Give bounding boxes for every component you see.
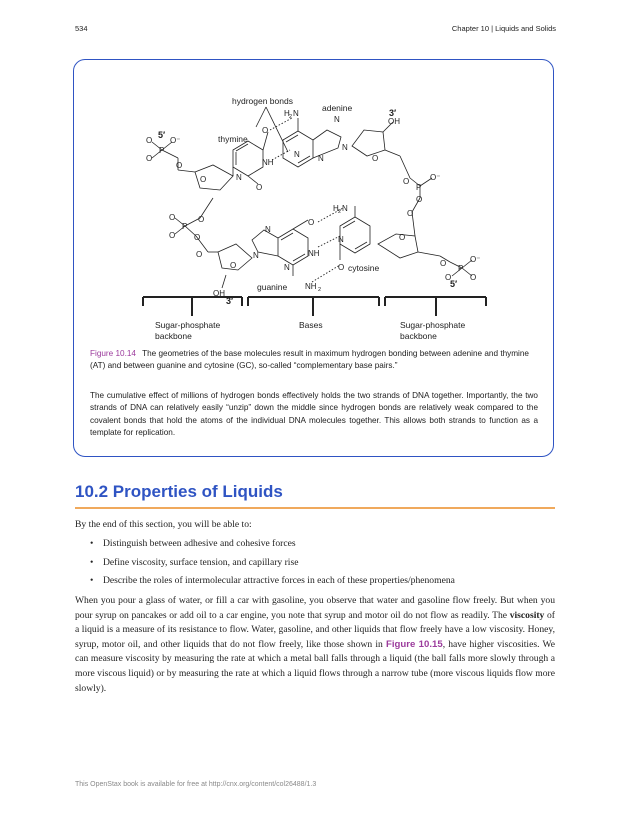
list-item: • Describe the roles of intermolecular attractive forces in each of these properties/phenomena bbox=[90, 575, 455, 594]
svg-text:O: O bbox=[407, 209, 414, 218]
svg-text:O: O bbox=[416, 195, 423, 204]
svg-text:N: N bbox=[318, 154, 324, 163]
svg-text:O: O bbox=[256, 183, 263, 192]
svg-text:O⁻: O⁻ bbox=[470, 255, 481, 264]
svg-text:N: N bbox=[342, 204, 348, 213]
learning-objectives-list bbox=[90, 538, 455, 594]
figure-link[interactable]: Figure 10.15 bbox=[385, 638, 443, 650]
label-guanine: guanine bbox=[257, 282, 288, 292]
svg-text:O: O bbox=[169, 231, 176, 240]
svg-text:O: O bbox=[403, 177, 410, 186]
svg-text:O: O bbox=[196, 250, 203, 259]
svg-text:P: P bbox=[182, 222, 188, 231]
svg-text:O: O bbox=[176, 161, 183, 170]
label-bases: Bases bbox=[299, 320, 323, 330]
label-backbone-left: backbone bbox=[155, 331, 192, 341]
label-thymine: thymine bbox=[218, 134, 248, 144]
label-sugar-phosphate-left: Sugar-phosphate bbox=[155, 320, 221, 330]
list-item: • Distinguish between adhesive and cohesive forces bbox=[90, 538, 455, 557]
svg-text:O: O bbox=[308, 218, 315, 227]
svg-text:N: N bbox=[265, 225, 271, 234]
svg-text:P: P bbox=[416, 183, 422, 192]
svg-text:O: O bbox=[200, 175, 207, 184]
svg-text:O: O bbox=[262, 126, 269, 135]
para-text-3: , have higher viscosities. We can measure viscosity by measuring the rate at which a metal ball falls through a liquid (the ball falls more slowly through a more viscous liquid) or by measuring the rate at which a liquid flows through a narrow tube (more viscous liquids flow more slowly). bbox=[75, 638, 555, 694]
caption-text: The geometries of the base molecules result in maximum hydrogen bonding between adenine and thymine (AT) and between guanine and cytosine (GC), so-called “complementary base pairs.” bbox=[90, 349, 529, 370]
label-five-prime-top: 5′ bbox=[158, 130, 166, 140]
svg-text:O⁻: O⁻ bbox=[430, 173, 441, 182]
svg-text:O: O bbox=[440, 259, 447, 268]
svg-text:2: 2 bbox=[289, 114, 293, 120]
label-cytosine: cytosine bbox=[348, 263, 380, 273]
chapter-header: Chapter 10 | Liquids and Solids bbox=[451, 24, 556, 33]
svg-text:P: P bbox=[458, 264, 464, 273]
svg-text:O: O bbox=[445, 273, 452, 282]
label-oh-bottom: OH bbox=[213, 289, 225, 298]
svg-text:N: N bbox=[342, 143, 348, 152]
para-text-1: When you pour a glass of water, or fill a car with gasoline, you observe that water and gasoline flow freely. But when you pour syrup on pancakes or add oil to a car engine, you note that syrup and motor oil do not flow as readily. The bbox=[75, 595, 555, 621]
svg-text:O⁻: O⁻ bbox=[170, 136, 181, 145]
body-paragraph bbox=[75, 594, 555, 696]
svg-text:O: O bbox=[399, 233, 406, 242]
svg-text:N: N bbox=[338, 235, 344, 244]
footer-note: This OpenStax book is available for free at http://cnx.org/content/col26488/1.3 bbox=[75, 781, 317, 788]
svg-text:O: O bbox=[146, 154, 153, 163]
svg-text:O: O bbox=[230, 261, 237, 270]
label-five-prime-bottom: 5′ bbox=[450, 279, 458, 289]
label-oh-top: OH bbox=[388, 117, 400, 126]
list-item: • Define viscosity, surface tension, and capillary rise bbox=[90, 557, 455, 576]
svg-text:NH: NH bbox=[308, 249, 320, 258]
term-viscosity: viscosity bbox=[509, 609, 545, 621]
svg-text:N: N bbox=[293, 109, 299, 118]
figure-paragraph: The cumulative effect of millions of hydrogen bonds effectively holds the two strands of DNA together. Importantly, the two strands of DNA can relatively easily “unzip” down the middle since hydrogen bonds are relatively weak compared to the covalent bonds that hold the atoms of the individual DNA molecules together. This allows both strands to function as a template for replication. bbox=[90, 391, 538, 438]
svg-text:O: O bbox=[194, 233, 201, 242]
svg-text:P: P bbox=[159, 146, 165, 155]
svg-text:O: O bbox=[146, 136, 153, 145]
svg-text:N: N bbox=[334, 115, 340, 124]
svg-text:2: 2 bbox=[318, 287, 322, 293]
section-divider bbox=[75, 507, 555, 509]
page-number: 534 bbox=[75, 24, 88, 33]
figure-label: Figure 10.14 bbox=[90, 349, 136, 358]
svg-text:O: O bbox=[372, 154, 379, 163]
svg-text:N: N bbox=[253, 251, 259, 260]
label-three-prime-top: 3′ bbox=[389, 108, 397, 118]
svg-text:2: 2 bbox=[338, 209, 342, 215]
svg-text:O: O bbox=[470, 273, 477, 282]
label-three-prime-bottom: 3′ bbox=[226, 296, 234, 306]
section-title: 10.2 Properties of Liquids bbox=[75, 482, 283, 501]
label-adenine: adenine bbox=[322, 103, 353, 113]
para-text-2: of a liquid is a measure of its resistance to flow. Water, gasoline, and other liquids that flow freely have a low viscosity. Honey, syrup, motor oil, and other liquids that do not flow freely, like those shown in bbox=[75, 609, 556, 650]
label-backbone-right: backbone bbox=[400, 331, 437, 341]
label-nh2: NH bbox=[305, 282, 317, 291]
learning-objectives-intro: By the end of this section, you will be able to: bbox=[75, 519, 252, 530]
svg-text:O: O bbox=[198, 215, 205, 224]
figure-caption bbox=[90, 348, 538, 371]
svg-text:O: O bbox=[169, 213, 176, 222]
label-sugar-phosphate-right: Sugar-phosphate bbox=[400, 320, 466, 330]
svg-text:NH: NH bbox=[262, 158, 274, 167]
svg-text:O: O bbox=[338, 263, 345, 272]
label-h2n: H bbox=[284, 109, 290, 118]
label-hydrogen-bonds: hydrogen bonds bbox=[232, 96, 293, 106]
label-h2n-cytosine: H bbox=[333, 204, 339, 213]
svg-text:N: N bbox=[284, 263, 290, 272]
svg-text:N: N bbox=[294, 150, 300, 159]
svg-text:N: N bbox=[236, 173, 242, 182]
